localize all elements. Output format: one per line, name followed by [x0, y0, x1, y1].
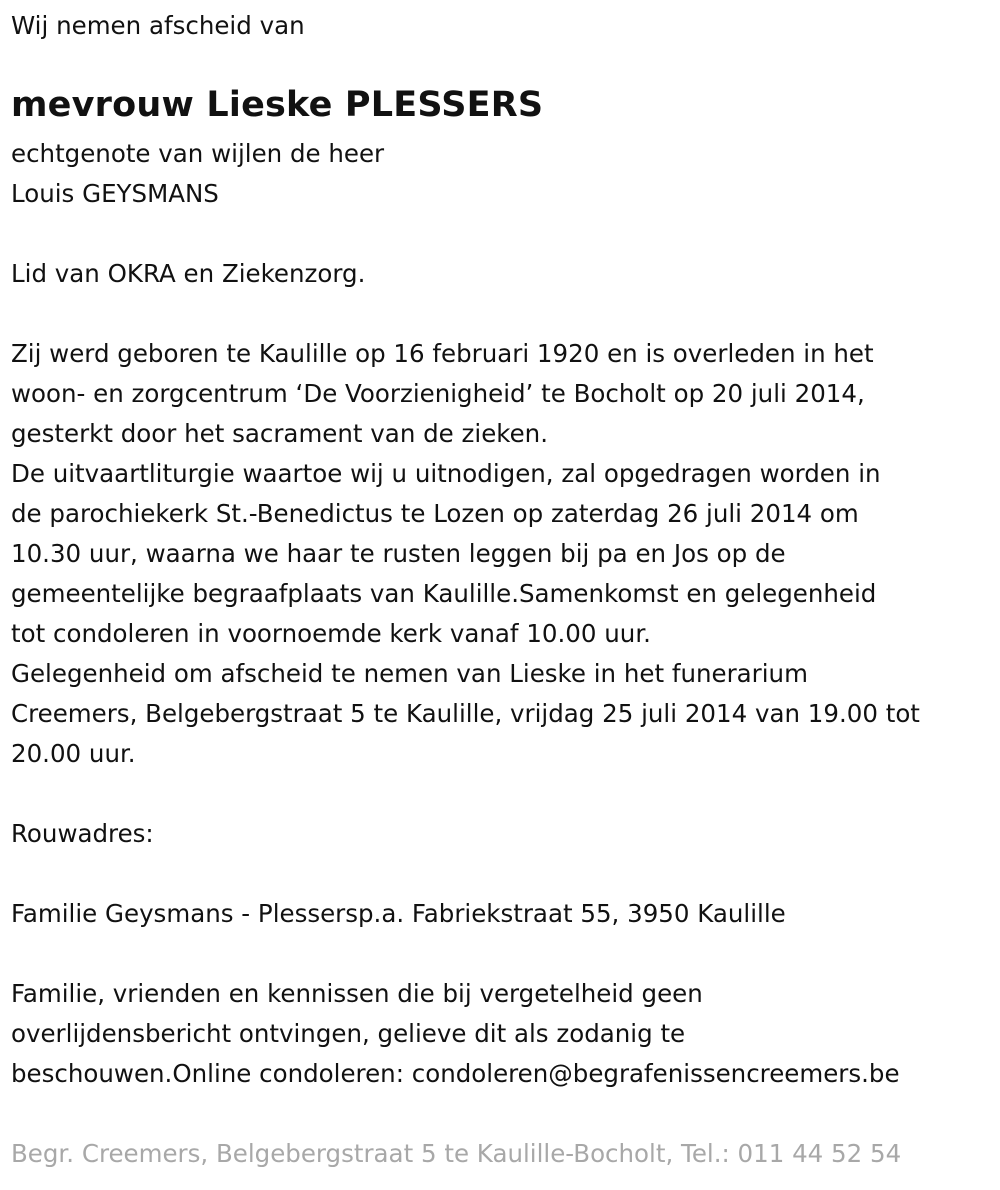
closing-line-email: beschouwen.Online condoleren: condoleren@begrafenissencreemers.be — [11, 1059, 900, 1088]
rouwadres-address: Familie Geysmans - Plessersp.a. Fabriekstraat 55, 3950 Kaulille — [11, 899, 786, 928]
details-line: tot condoleren in voornoemde kerk vanaf 10.00 uur. — [11, 619, 651, 648]
details-line: woon- en zorgcentrum ‘De Voorzienigheid’ te Bocholt op 20 juli 2014, — [11, 379, 865, 408]
details-line: Gelegenheid om afscheid te nemen van Lieske in het funerarium — [11, 659, 808, 688]
closing-line: Familie, vrienden en kennissen die bij vergetelheid geen — [11, 979, 703, 1008]
membership-text: Lid van OKRA en Ziekenzorg. — [11, 259, 366, 288]
details-line: Zij werd geboren te Kaulille op 16 februari 1920 en is overleden in het — [11, 339, 874, 368]
funeral-details — [11, 334, 920, 774]
intro-text: Wij nemen afscheid van — [11, 11, 305, 40]
details-line: 20.00 uur. — [11, 739, 136, 768]
details-line: 10.30 uur, waarna we haar te rusten leggen bij pa en Jos op de — [11, 539, 786, 568]
spouse-name: Louis GEYSMANS — [11, 179, 219, 208]
deceased-name: mevrouw Lieske PLESSERS — [11, 85, 544, 125]
closing-line: overlijdensbericht ontvingen, gelieve dit als zodanig te — [11, 1019, 686, 1048]
details-line: De uitvaartliturgie waartoe wij u uitnodigen, zal opgedragen worden in — [11, 459, 881, 488]
spouse-block — [11, 134, 384, 214]
details-line: gesterkt door het sacrament van de zieken. — [11, 419, 548, 448]
funeral-home-footer: Begr. Creemers, Belgebergstraat 5 te Kaulille-Bocholt, Tel.: 011 44 52 54 — [11, 1139, 902, 1168]
details-line: de parochiekerk St.-Benedictus te Lozen op zaterdag 26 juli 2014 om — [11, 499, 859, 528]
rouwadres-label: Rouwadres: — [11, 819, 154, 848]
details-line: gemeentelijke begraafplaats van Kaulille.Samenkomst en gelegenheid — [11, 579, 877, 608]
closing-note — [11, 974, 900, 1094]
spouse-line: echtgenote van wijlen de heer — [11, 139, 385, 168]
details-line: Creemers, Belgebergstraat 5 te Kaulille, vrijdag 25 juli 2014 van 19.00 tot — [11, 699, 920, 728]
